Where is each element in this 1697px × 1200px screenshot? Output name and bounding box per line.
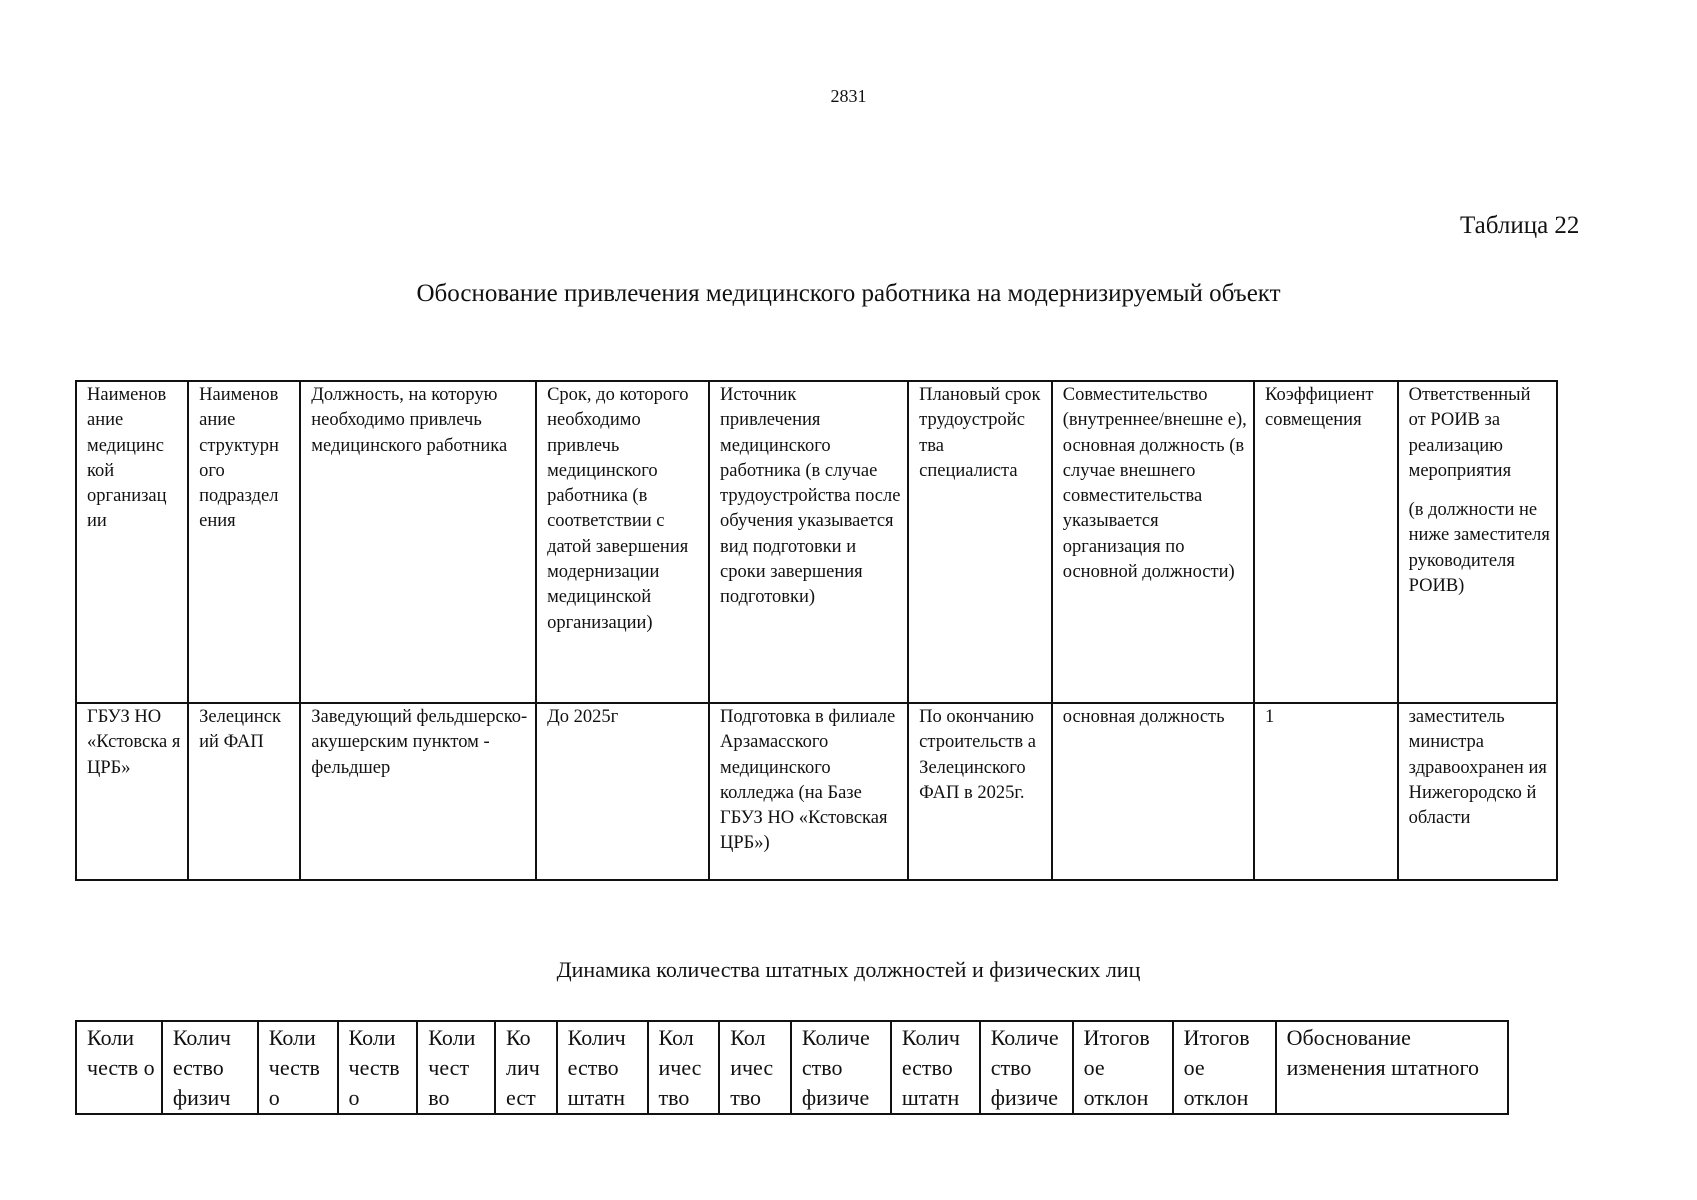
justification-table — [75, 380, 1558, 881]
header-cell: Количе ство физиче — [791, 1021, 891, 1114]
header-cell: Должность, на которую необходимо привлечь медицинского работника — [300, 381, 536, 703]
table-cell: По окончанию строительств а Зелецинского ФАП в 2025г. — [908, 703, 1052, 880]
header-cell: Колич ество физич — [162, 1021, 258, 1114]
header-cell: Количе ство физиче — [980, 1021, 1073, 1114]
table-row — [76, 703, 1557, 880]
header-cell-responsible — [1398, 381, 1557, 703]
header-cell: Коли честв о — [258, 1021, 338, 1114]
header-cell: Колич ество штатн — [557, 1021, 648, 1114]
header-cell: Срок, до которого необходимо привлечь медицинского работника (в соответствии с датой завершения модернизации медицинской организации) — [536, 381, 709, 703]
table-cell: заместитель министра здравоохранен ия Нижегородско й области — [1398, 703, 1557, 880]
table-cell: ГБУЗ НО «Кстовска я ЦРБ» — [76, 703, 188, 880]
table-cell: Подготовка в филиале Арзамасского медицинского колледжа (на Базе ГБУЗ НО «Кстовская ЦРБ») — [709, 703, 908, 880]
header-note: (в должности не ниже заместителя руководителя РОИВ) — [1408, 500, 1550, 597]
header-cell: Обоснование изменения штатного — [1276, 1021, 1508, 1114]
header-cell: Коли чест во — [417, 1021, 495, 1114]
table-cell: Заведующий фельдшерско- акушерским пунктом - фельдшер — [300, 703, 536, 880]
header-cell: Источник привлечения медицинского работника (в случае трудоустройства после обучения указывается вид подготовки и сроки завершения подготовки) — [709, 381, 908, 703]
table-cell: основная должность — [1052, 703, 1254, 880]
header-cell: Коли честв о — [338, 1021, 418, 1114]
header-cell: Итогов ое отклон — [1173, 1021, 1276, 1114]
header-cell: Плановый срок трудоустройс тва специалиста — [908, 381, 1052, 703]
header-cell: Наименов ание структурн ого подраздел ения — [188, 381, 300, 703]
header-cell: Совместительство (внутреннее/внешне е), основная должность (в случае внешнего совместительства указывается организация по основной должности) — [1052, 381, 1254, 703]
header-cell: Коэффициент совмещения — [1254, 381, 1398, 703]
page-number: 2831 — [830, 86, 867, 106]
table-cell: Зелецинск ий ФАП — [188, 703, 300, 880]
table-cell: До 2025г — [536, 703, 709, 880]
header-cell: Коли честв о — [76, 1021, 162, 1114]
table-cell: 1 — [1254, 703, 1398, 880]
subtitle: Динамика количества штатных должностей и физических лиц — [556, 957, 1141, 982]
header-cell: Кол ичес тво — [719, 1021, 791, 1114]
header-cell: Кол ичес тво — [648, 1021, 720, 1114]
table-header-row — [76, 381, 1557, 703]
header-cell: Ко лич ест — [495, 1021, 557, 1114]
header-cell: Итогов ое отклон — [1073, 1021, 1173, 1114]
header-cell: Наименов ание медицинс кой организац ии — [76, 381, 188, 703]
header-cell-text: Ответственный от РОИВ за реализацию мероприятия — [1408, 385, 1531, 481]
header-cell: Колич ество штатн — [891, 1021, 980, 1114]
table-header-row — [76, 1021, 1508, 1114]
table-title: Обоснование привлечения медицинского работника на модернизируемый объект — [416, 280, 1281, 307]
table-label: Таблица 22 — [1460, 212, 1580, 239]
staffing-dynamics-table — [75, 1020, 1509, 1115]
